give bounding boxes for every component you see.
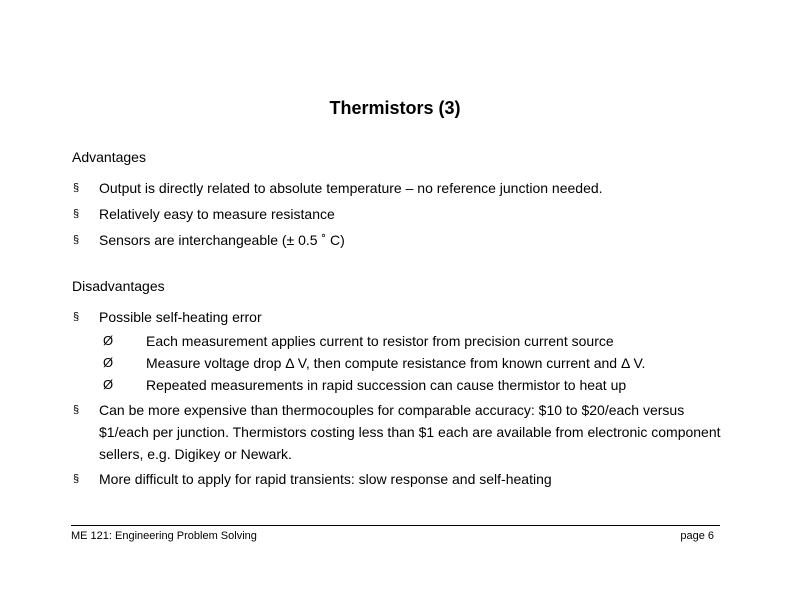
section-bullet-icon: § (73, 473, 80, 485)
sub-item-text: Repeated measurements in rapid succession can cause thermistor to heat up (146, 377, 627, 393)
section-bullet-icon: § (73, 208, 80, 220)
section-bullet-icon: § (73, 404, 80, 416)
advantages-heading: Advantages (72, 149, 146, 165)
disadvantage-text: More difficult to apply for rapid transients: slow response and self-heating (99, 471, 552, 487)
disadvantage-text: Can be more expensive than thermocouples for comparable accuracy: $10 to $20/each versus $1/each per junction. Thermistors costing less than $1 each are available from electronic component sellers, e.g. Digikey or Newark. (99, 402, 721, 462)
advantage-text: Sensors are interchangeable (± 0.5 ˚ C) (99, 232, 345, 248)
section-bullet-icon: § (73, 234, 80, 246)
disadvantages-heading: Disadvantages (72, 278, 165, 294)
arrow-bullet-icon: Ø (103, 355, 114, 370)
arrow-bullet-icon: Ø (103, 333, 114, 348)
advantage-text: Relatively easy to measure resistance (99, 206, 335, 222)
advantage-text: Output is directly related to absolute temperature – no reference junction needed. (99, 180, 603, 196)
section-bullet-icon: § (73, 182, 80, 194)
slide-title: Thermistors (3) (329, 98, 461, 118)
footer-course-name: ME 121: Engineering Problem Solving (71, 530, 257, 542)
sub-item-text: Measure voltage drop Δ V, then compute resistance from known current and Δ V. (146, 355, 646, 371)
disadvantage-text: Possible self-heating error (99, 309, 262, 325)
arrow-bullet-icon: Ø (103, 377, 114, 392)
section-bullet-icon: § (73, 311, 80, 323)
footer-divider (71, 525, 720, 526)
footer-page-number: page 6 (680, 530, 714, 542)
sub-item-text: Each measurement applies current to resistor from precision current source (146, 333, 614, 349)
